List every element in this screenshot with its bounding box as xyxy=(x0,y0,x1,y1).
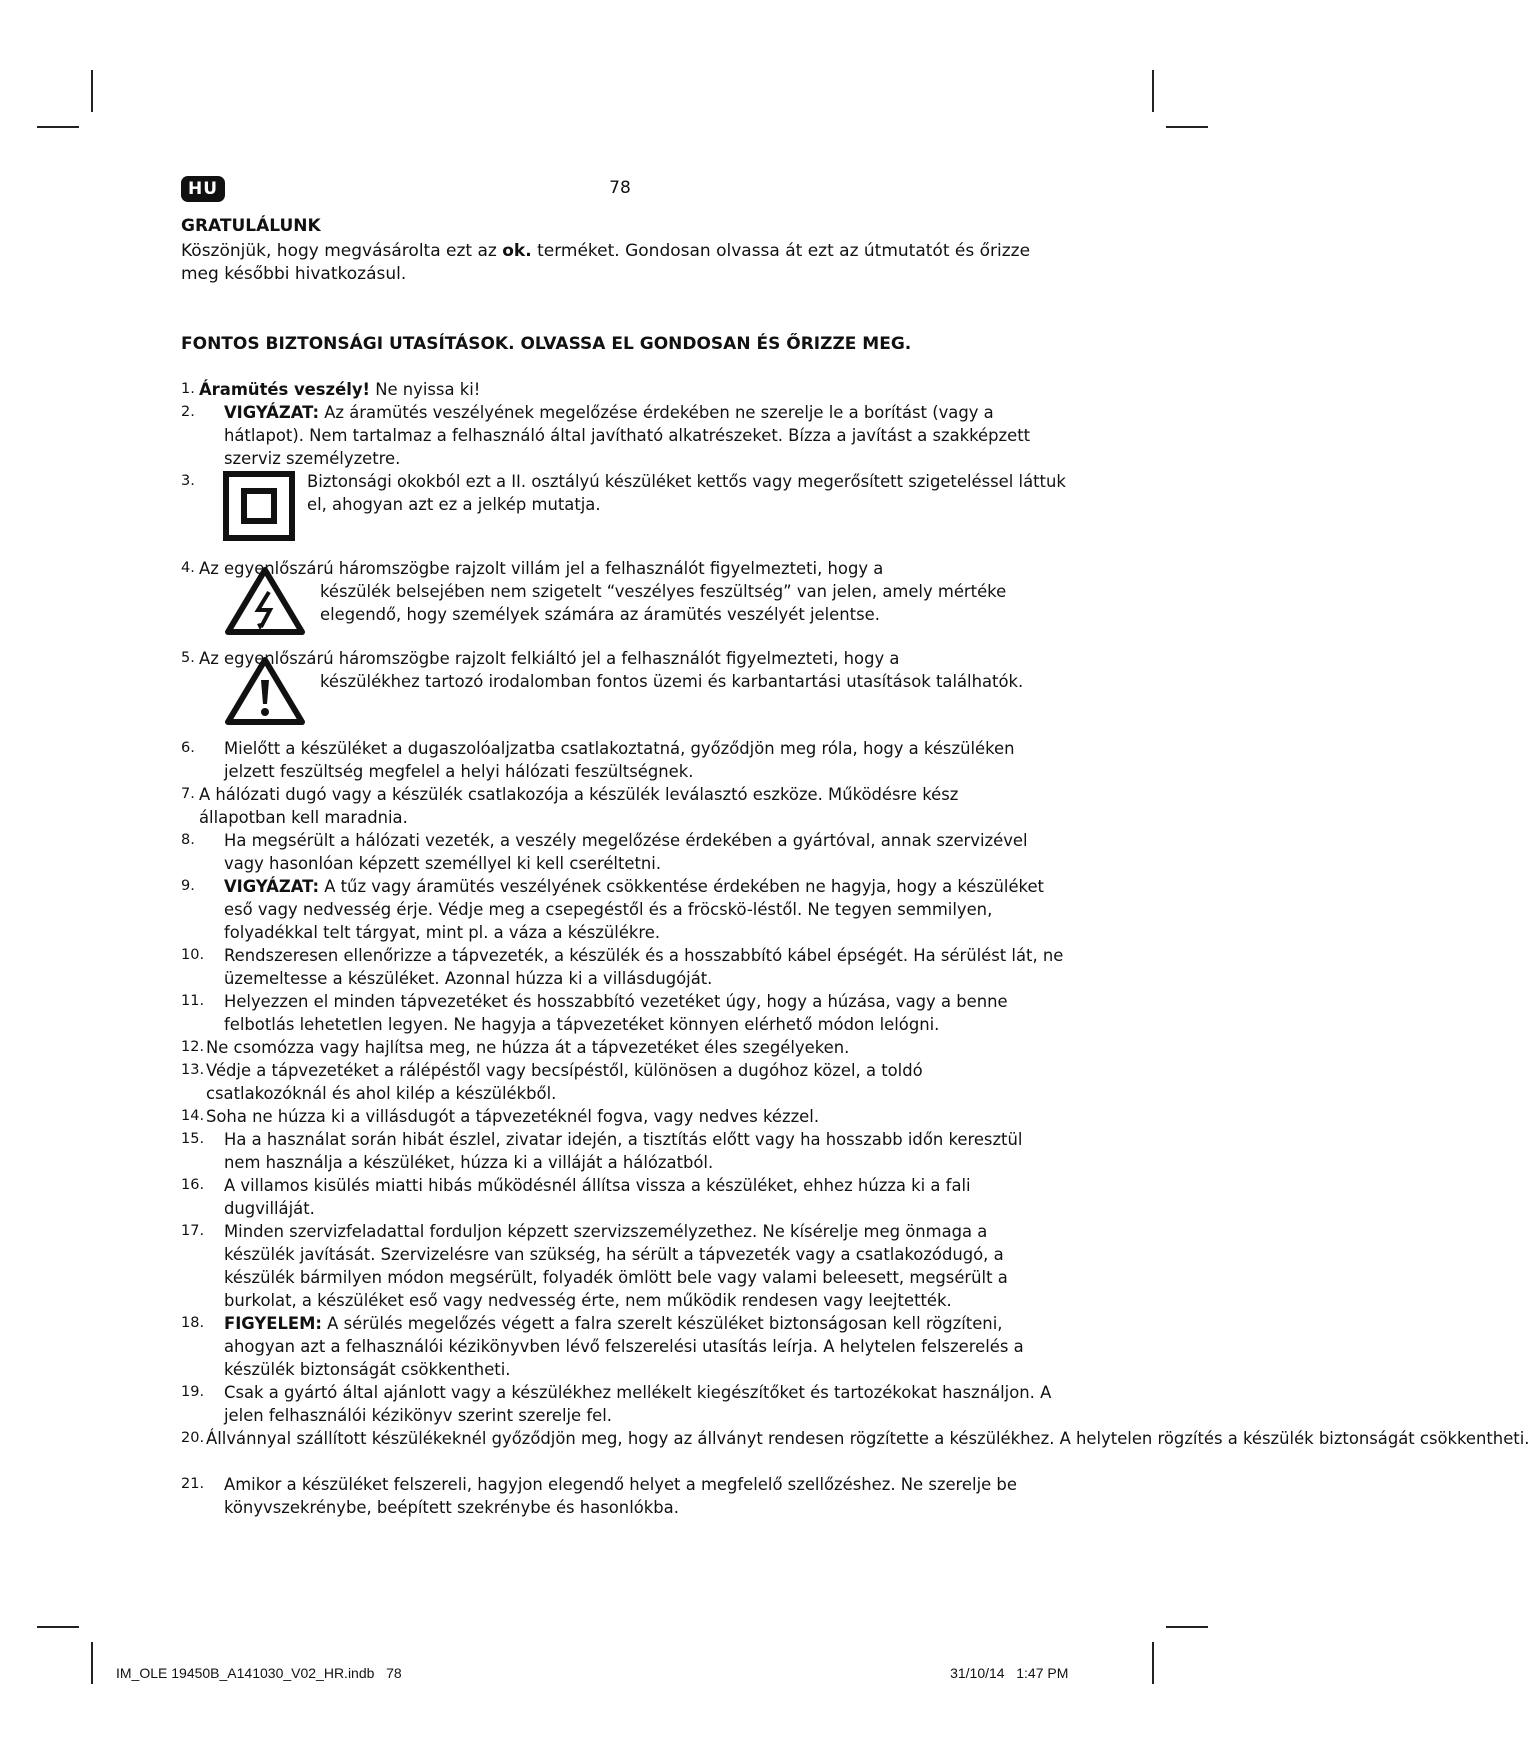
language-badge: HU xyxy=(181,176,225,202)
class-ii-double-square-icon xyxy=(223,471,295,545)
print-footer: IM_OLE 19450B_A141030_V02_HR.indb 78 31/10/14 1:47 PM xyxy=(116,1665,1069,1681)
page-number: 78 xyxy=(609,178,631,198)
crop-mark xyxy=(1152,1642,1154,1684)
intro-title: GRATULÁLUNK xyxy=(181,216,321,236)
intro-text: Köszönjük, hogy megvásárolta ezt az ok. terméket. Gondosan olvassa át ezt az útmutatót és őrizze meg későbbi hivatkozásul. xyxy=(181,241,1031,284)
crop-mark xyxy=(91,70,93,112)
crop-mark xyxy=(37,126,79,128)
crop-mark xyxy=(1152,70,1154,112)
crop-mark xyxy=(91,1642,93,1684)
crop-mark xyxy=(37,1626,79,1628)
safety-heading: FONTOS BIZTONSÁGI UTASÍTÁSOK. OLVASSA EL GONDOSAN ÉS ŐRIZZE MEG. xyxy=(181,334,912,354)
crop-mark xyxy=(1166,126,1208,128)
crop-mark xyxy=(1166,1626,1208,1628)
